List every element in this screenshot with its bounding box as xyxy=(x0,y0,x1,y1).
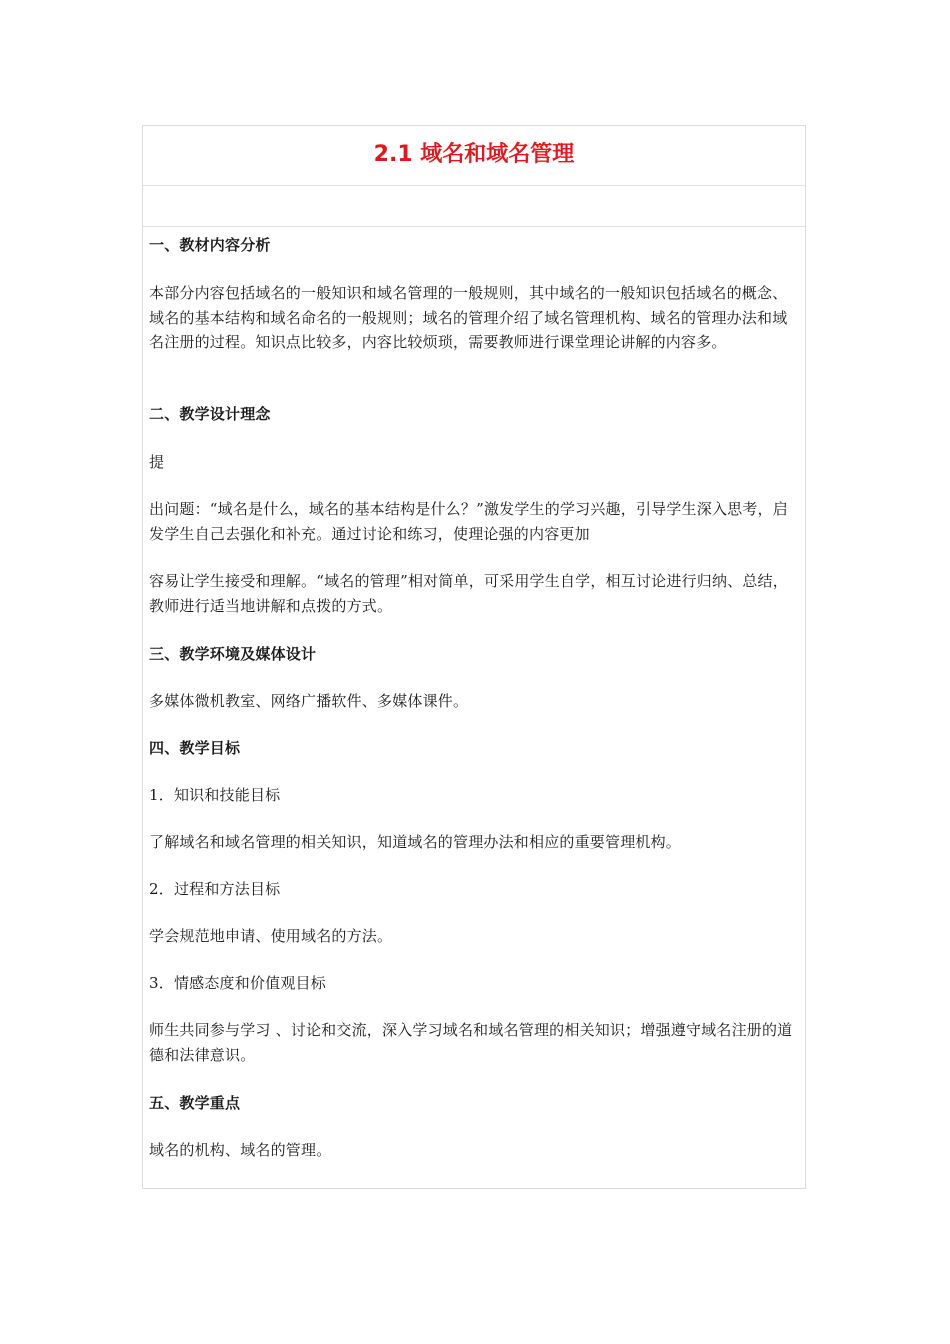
section-heading-4: 四、教学目标 xyxy=(149,739,241,757)
goal-3-body: 师生共同参与学习 、讨论和交流，深入学习域名和域名管理的相关知识；增强遵守域名注册的道德和法律意识。 xyxy=(149,1021,793,1064)
goal-2-title: 2．过程和方法目标 xyxy=(149,880,281,898)
section-heading-3: 三、教学环境及媒体设计 xyxy=(149,645,317,663)
goal-1-title: 1．知识和技能目标 xyxy=(149,786,281,804)
document-body xyxy=(149,126,801,1188)
section-heading-2: 二、教学设计理念 xyxy=(149,405,271,423)
goal-3-title: 3．情感态度和价值观目标 xyxy=(149,974,326,992)
section-2-paragraph-3: 容易让学生接受和理解。“域名的管理”相对简单，可采用学生自学，相互讨论进行归纳、总结，教师进行适当地讲解和点拨的方式。 xyxy=(149,572,788,615)
section-2-paragraph-1: 提 xyxy=(149,453,165,471)
section-heading-5: 五、教学重点 xyxy=(149,1094,241,1112)
page-title: 2.1 域名和域名管理 xyxy=(373,142,575,167)
section-2-paragraph-2: 出问题：“域名是什么，域名的基本结构是什么？”激发学生的学习兴趣，引导学生深入思考，启发学生自己去强化和补充。通过讨论和练习，使理论强的内容更加 xyxy=(149,500,788,543)
goal-2-body: 学会规范地申请、使用域名的方法。 xyxy=(149,927,393,945)
section-body-3: 多媒体微机教室、网络广播软件、多媒体课件。 xyxy=(149,692,469,710)
goal-1-body: 了解域名和域名管理的相关知识，知道域名的管理办法和相应的重要管理机构。 xyxy=(149,833,682,851)
section-body-5: 域名的机构、域名的管理。 xyxy=(149,1141,332,1159)
section-heading-1: 一、教材内容分析 xyxy=(149,236,271,254)
section-body-1: 本部分内容包括域名的一般知识和域名管理的一般规则，其中域名的一般知识包括域名的概念、域名的基本结构和域名命名的一般规则；域名的管理介绍了域名管理机构、域名的管理办法和域名注册的过程。知识点比较多，内容比较烦琐，需要教师进行课堂理论讲解的内容多。 xyxy=(149,284,788,351)
document-frame xyxy=(142,125,806,1189)
